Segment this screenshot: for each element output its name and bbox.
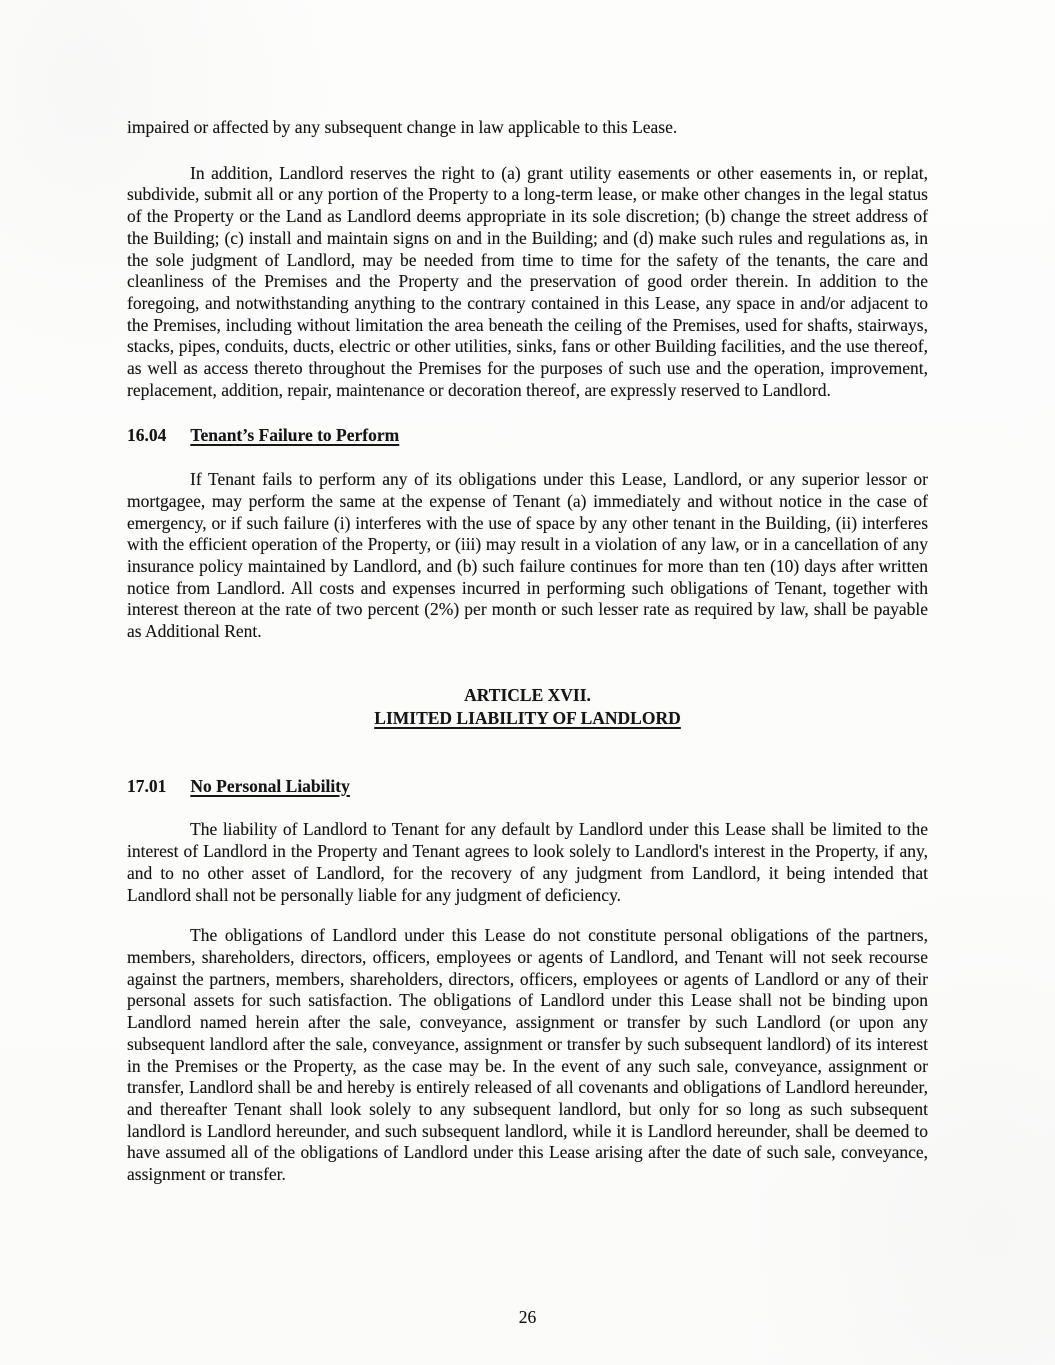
section-title-no-personal-liability: No Personal Liability [190, 775, 350, 796]
article-number-line: ARTICLE XVII. [464, 684, 591, 705]
section-number-17-01: 17.01 [127, 775, 167, 796]
article-title-limited-liability-of-landlord: LIMITED LIABILITY OF LANDLORD [374, 707, 681, 728]
section-heading-16-04 [127, 425, 928, 447]
section-number-16-04: 16.04 [127, 425, 167, 446]
paragraph-landlord-obligations: The obligations of Landlord under this Lease do not constitute personal obligations of the partners, members, shareholders, directors, officers, employees or agents of Landlord, and Tenant will not seek recourse against the partners, members, shareholders, directors, officers, employees or agents of Landlord or any of their personal assets for such satisfaction. The obligations of Landlord under this Lease shall not be binding upon Landlord named herein after the sale, conveyance, assignment or transfer by such Landlord (or upon any subsequent landlord after the sale, conveyance, assignment or transfer by such subsequent landlord) of its interest in the Premises or the Property, as the case may be. In the event of any such sale, conveyance, assignment or transfer, Landlord shall be and hereby is entirely released of all covenants and obligations of Landlord hereunder, and thereafter Tenant shall look solely to any subsequent landlord, but only for so long as such subsequent landlord is Landlord hereunder, and such subsequent landlord, while it is Landlord hereunder, shall be deemed to have assumed all of the obligations of Landlord under this Lease arising after the date of such sale, conveyance, assignment or transfer. [127, 925, 928, 1185]
section-heading-17-01 [127, 776, 928, 798]
page-number: 26 [518, 1307, 537, 1328]
article-heading-xvii [127, 684, 928, 730]
paragraph-tenant-failure-to-perform: If Tenant fails to perform any of its obligations under this Lease, Landlord, or any superior lessor or mortgagee, may perform the same at the expense of Tenant (a) immediately and without notice in the case of emergency, or if such failure (i) interferes with the use of space by any other tenant in the Building, (ii) interferes with the efficient operation of the Property, or (iii) may result in a violation of any law, or in a cancellation of any insurance policy maintained by Landlord, and (b) such failure continues for more than ten (10) days after written notice from Landlord. All costs and expenses incurred in performing such obligations of Tenant, together with interest thereon at the rate of two percent (2%) per month or such lesser rate as required by law, shall be payable as Additional Rent. [127, 469, 928, 642]
section-title-tenants-failure-to-perform: Tenant’s Failure to Perform [190, 425, 400, 446]
paragraph-limited-liability: The liability of Landlord to Tenant for any default by Landlord under this Lease shall be limited to the interest of Landlord in the Property and Tenant agrees to look solely to Landlord's interest in the Property, if any, and to no other asset of Landlord, for the recovery of any judgment from Landlord, it being intended that Landlord shall not be personally liable for any judgment of deficiency. [127, 819, 928, 905]
paragraph-landlord-reservations: In addition, Landlord reserves the right to (a) grant utility easements or other easements in, or replat, subdivide, submit all or any portion of the Property to a long-term lease, or make other changes in the legal status of the Property or the Land as Landlord deems appropriate in its sole discretion; (b) change the street address of the Building; (c) install and maintain signs on and in the Building; and (d) make such rules and regulations as, in the sole judgment of Landlord, may be needed from time to time for the safety of the tenants, the care and cleanliness of the Premises and the Property and the preservation of good order therein. In addition to the foregoing, and notwithstanding anything to the contrary contained in this Lease, any space in and/or adjacent to the Premises, including without limitation the area beneath the ceiling of the Premises, used for shafts, stairways, stacks, pipes, conduits, ducts, electric or other utilities, sinks, fans or other Building facilities, and the use thereof, as well as access thereto throughout the Premises for the purposes of such use and the operation, improvement, replacement, addition, repair, maintenance or decoration thereof, are expressly reserved to Landlord. [127, 162, 928, 400]
paragraph-continuation: impaired or affected by any subsequent change in law applicable to this Lease. [127, 117, 678, 137]
